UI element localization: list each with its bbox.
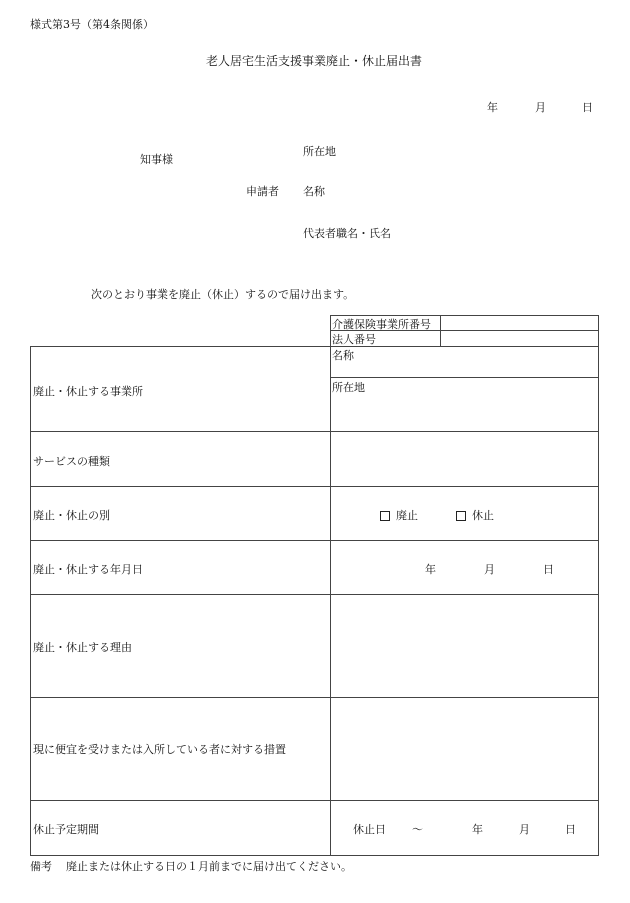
suspend-checkbox[interactable]: [456, 511, 466, 521]
applicant-representative-label: 代表者職名・氏名: [303, 227, 391, 240]
facility-name-label: 名称: [332, 349, 354, 362]
date-row-month: 月: [484, 563, 495, 576]
form-number: 様式第3号（第4条関係）: [30, 18, 154, 31]
date-day: 日: [582, 101, 593, 114]
facility-row-label: 廃止・休止する事業所: [33, 385, 143, 398]
addressee: 知事様: [140, 153, 173, 166]
kind-label: 廃止・休止の別: [33, 509, 110, 522]
suspend-option-label: 休止: [472, 509, 494, 522]
suspend-option[interactable]: [456, 507, 494, 523]
period-label: 休止予定期間: [33, 823, 99, 836]
period-start-label: 休止日: [353, 823, 386, 836]
period-month: 月: [519, 823, 530, 836]
note-label: 備考: [30, 860, 52, 873]
applicant-name-label: 名称: [303, 185, 325, 198]
date-year: 年: [487, 101, 498, 114]
service-type-label: サービスの種類: [33, 455, 110, 468]
intro-text: 次のとおり事業を廃止（休止）するので届け出ます。: [91, 288, 355, 301]
facility-address-label: 所在地: [332, 381, 365, 394]
corporate-number-label: 法人番号: [332, 333, 376, 346]
period-day: 日: [565, 823, 576, 836]
reason-label: 廃止・休止する理由: [33, 641, 132, 654]
date-row-day: 日: [543, 563, 554, 576]
note-text: 廃止または休止する日の１月前までに届け出てください。: [66, 860, 352, 873]
date-row-year: 年: [425, 563, 436, 576]
period-year: 年: [472, 823, 483, 836]
document-title: 老人居宅生活支援事業廃止・休止届出書: [206, 54, 423, 68]
applicant-label: 申請者: [246, 185, 279, 198]
period-tilde: 〜: [412, 823, 423, 836]
abolish-option[interactable]: [380, 507, 418, 523]
measures-label: 現に便宜を受けまたは入所している者に対する措置: [33, 743, 286, 756]
care-insurance-number-label: 介護保険事業所番号: [332, 318, 431, 331]
applicant-address-label: 所在地: [303, 145, 336, 158]
date-row-label: 廃止・休止する年月日: [33, 563, 143, 576]
date-month: 月: [535, 101, 546, 114]
abolish-checkbox[interactable]: [380, 511, 390, 521]
abolish-option-label: 廃止: [396, 509, 418, 522]
